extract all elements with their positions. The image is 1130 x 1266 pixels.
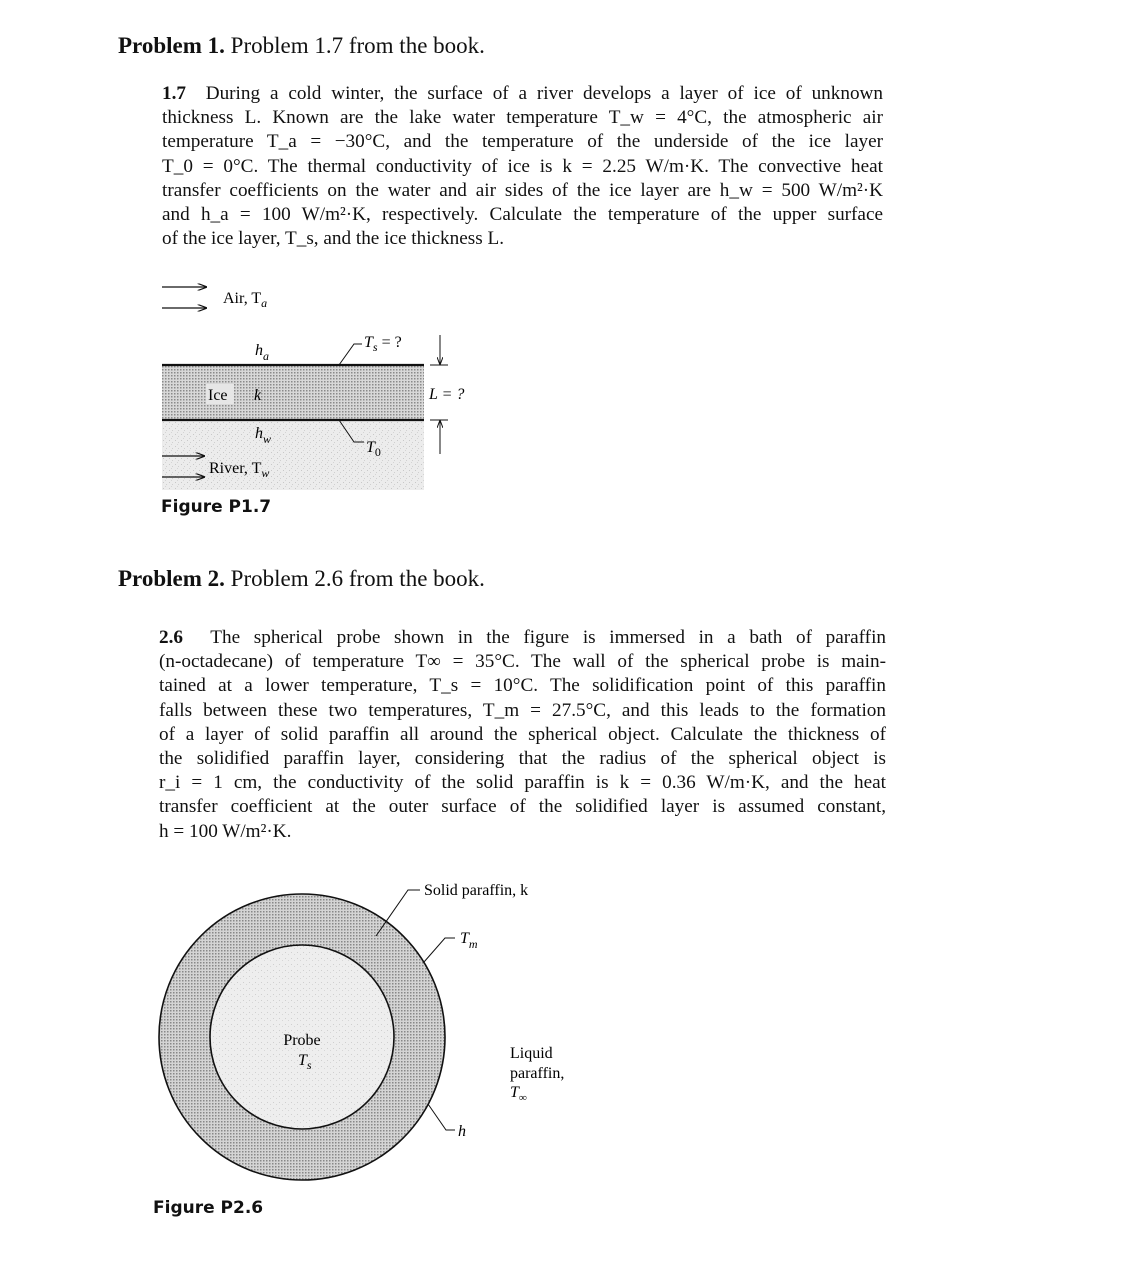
problem1-line: thickness L. Known are the lake water temperature T_w = 4°C, the atmospheric air [162,107,883,129]
problem1-line: temperature T_a = −30°C, and the temperature of the underside of the ice layer [162,131,883,153]
problem1-statement [162,82,883,251]
liquid-paraffin-t-label: $T_\infty$ [510,1084,527,1104]
problem2-line: falls between these two temperatures, T_m = 27.5°C, and this leads to the formation [159,699,886,721]
problem1-number: 1.7 [162,83,186,104]
problem2-line: h = 100 W/m²·K. [159,820,292,842]
figure-p1-7-caption: Figure P1.7 [161,497,272,517]
t0-label: $T_0$ [366,439,381,459]
h-leader [428,1104,455,1130]
river-label: River, $T_w$ [209,460,270,480]
figure-p2-6 [140,860,600,1200]
problem1-heading-bold: Problem 1. [118,33,225,58]
problem2-line: the solidified paraffin layer, considering that the radius of the spherical object is [159,748,886,770]
probe-label: Probe [283,1032,321,1049]
ha-label: $h_a$ [255,342,269,363]
k-label: k [254,387,262,404]
figure-p2-6-caption: Figure P2.6 [153,1198,264,1218]
probe-ts-label: $T_s$ [298,1052,312,1072]
L-label: L = ? [429,386,465,403]
ice-label: Ice [208,387,228,404]
problem2-heading [118,566,485,592]
problem1-line: and h_a = 100 W/m²·K, respectively. Calculate the temperature of the upper surface [162,204,883,226]
problem1-heading [118,33,485,59]
hw-label: $h_w$ [255,425,272,446]
liquid-paraffin-label-1: Liquid [510,1045,553,1062]
problem1-heading-text: Problem 1.7 from the book. [230,33,485,58]
ts-label: $T_s$ = ? [364,334,402,354]
problem2-number: 2.6 [159,627,183,648]
problem2-line: of a layer of solid paraffin all around the spherical object. Calculate the thickness of [159,723,886,745]
figure-p1-7 [150,270,480,500]
problem2-line: 2.6 The spherical probe shown in the figure is immersed in a bath of paraffin [159,627,887,648]
problem2-heading-text: Problem 2.6 from the book. [230,566,485,591]
river-region [162,420,424,490]
tm-leader [424,938,455,962]
problem2-heading-bold: Problem 2. [118,566,225,591]
problem2-line: transfer coefficient at the outer surface of the solidified layer is assumed constant, [159,796,886,818]
problem1-line: of the ice layer, T_s, and the ice thickness L. [162,228,505,250]
problem1-line: transfer coefficients on the water and air sides of the ice layer are h_w = 500 W/m²·K [162,179,883,201]
problem2-line: (n-octadecane) of temperature T∞ = 35°C. The wall of the spherical probe is main- [159,651,886,673]
ts-leader [339,344,362,365]
h-label: h [458,1123,466,1140]
problem1-line: T_0 = 0°C. The thermal conductivity of ice is k = 2.25 W/m·K. The convective heat [162,155,883,177]
air-label: Air, $T_a$ [223,290,268,310]
problem2-line: tained at a lower temperature, T_s = 10°C. The solidification point of this paraffin [159,675,886,697]
ice-layer [162,365,424,420]
liquid-paraffin-label-2: paraffin, [510,1065,565,1082]
problem2-line: r_i = 1 cm, the conductivity of the solid paraffin is k = 0.36 W/m·K, and the heat [159,772,886,794]
solid-paraffin-label: Solid paraffin, k [424,882,529,899]
problem1-line: 1.7 During a cold winter, the surface of a river develops a layer of ice of unknown [162,83,884,104]
problem2-statement [159,626,886,844]
tm-label: $T_m$ [460,930,478,951]
